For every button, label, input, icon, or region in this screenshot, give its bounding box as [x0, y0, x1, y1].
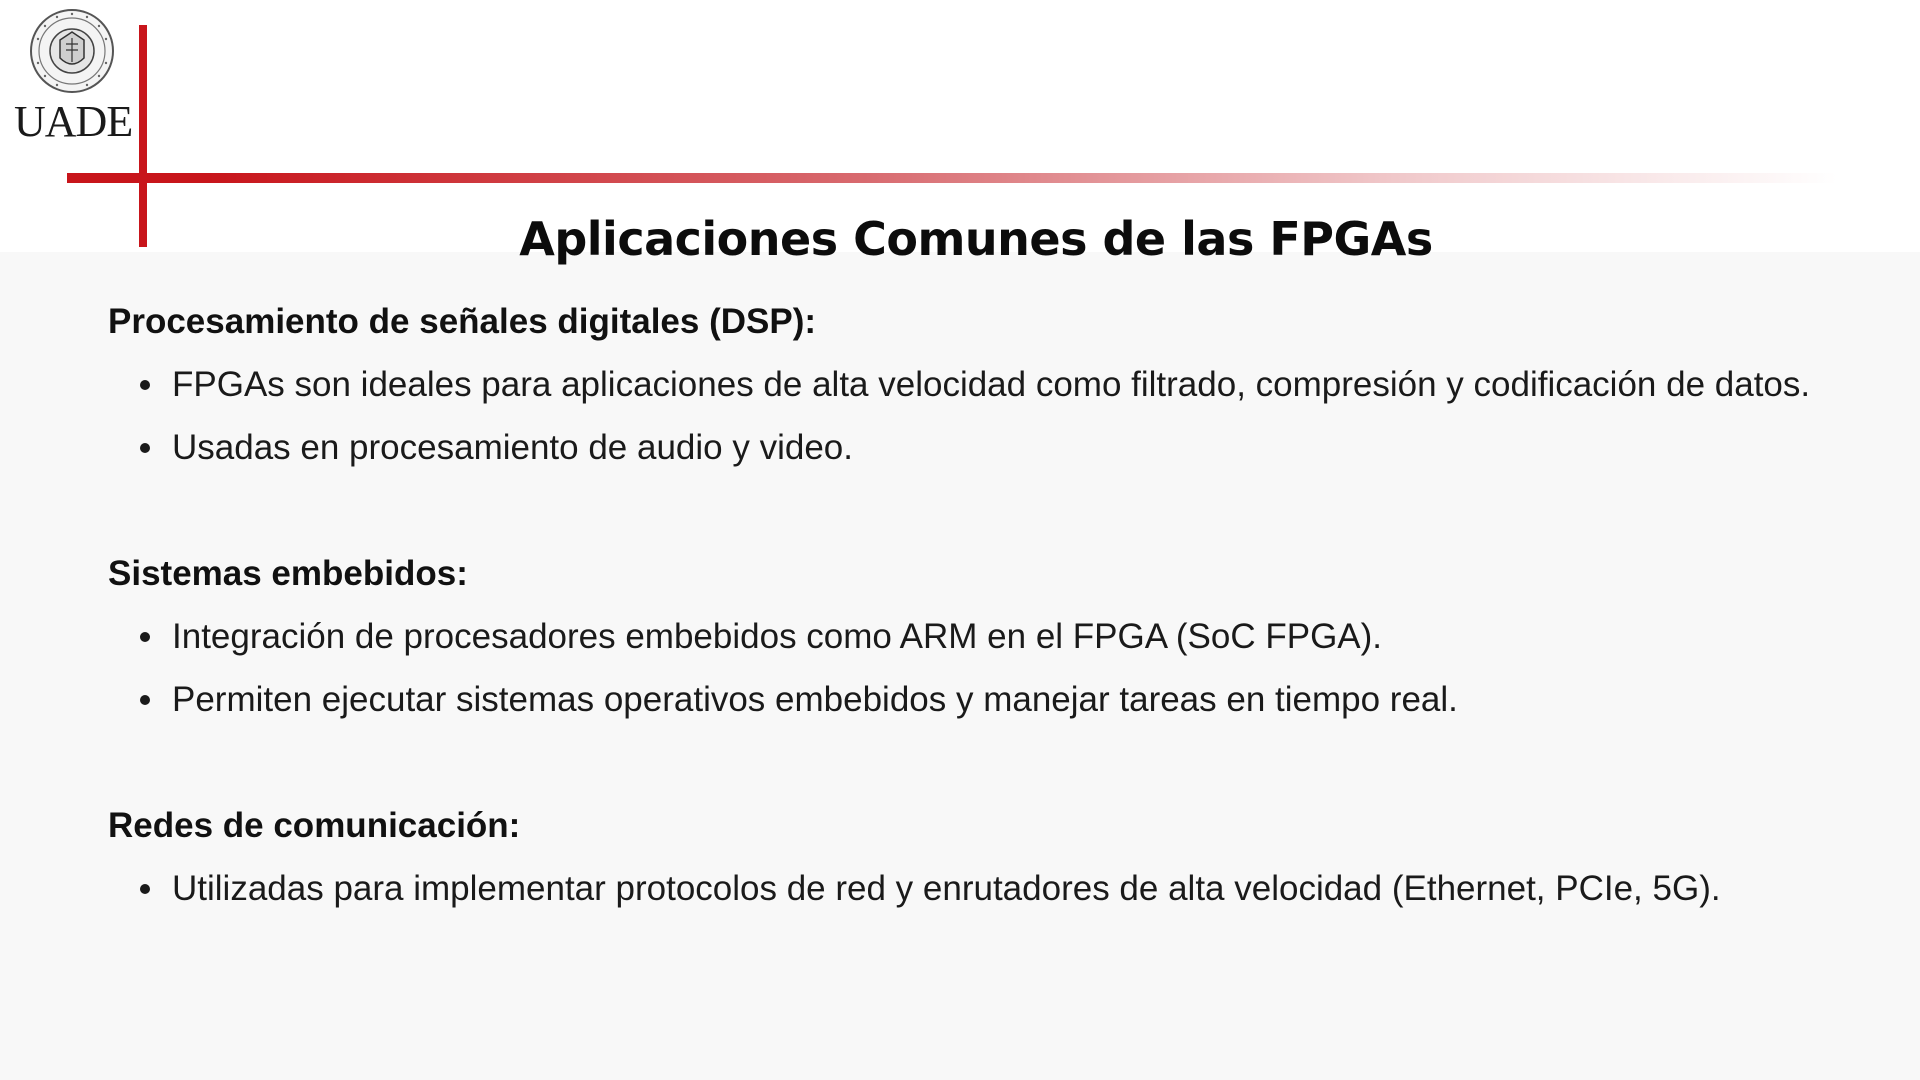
bullet-dot-icon — [140, 380, 150, 390]
slide-title: Aplicaciones Comunes de las FPGAs — [519, 212, 1433, 266]
bullet-list — [108, 353, 1838, 479]
bullet-text: Utilizadas para implementar protocolos de red y enrutadores de alta velocidad (Ethernet, PCIe, 5G). — [172, 869, 1721, 908]
section-embedded — [108, 542, 1838, 731]
bullet-dot-icon — [140, 695, 150, 705]
section-heading: Procesamiento de señales digitales (DSP): — [108, 302, 817, 341]
bullet-dot-icon — [140, 884, 150, 894]
bullet-list — [108, 857, 1838, 920]
section-heading: Redes de comunicación: — [108, 806, 521, 845]
bullet-dot-icon — [140, 632, 150, 642]
list-item — [108, 605, 1838, 668]
section-networks — [108, 794, 1838, 920]
bullet-text: Integración de procesadores embebidos como ARM en el FPGA (SoC FPGA). — [172, 617, 1383, 656]
list-item — [108, 857, 1838, 920]
bullet-text: Usadas en procesamiento de audio y video. — [172, 428, 853, 467]
bullet-dot-icon — [140, 443, 150, 453]
list-item — [108, 353, 1838, 416]
red-horizontal-rule — [67, 173, 1837, 183]
university-seal-icon — [29, 8, 115, 94]
section-heading: Sistemas embebidos: — [108, 554, 468, 593]
list-item — [108, 668, 1838, 731]
logo-wordmark: UADE — [14, 97, 133, 146]
bullet-list — [108, 605, 1838, 731]
bullet-text: Permiten ejecutar sistemas operativos embebidos y manejar tareas en tiempo real. — [172, 680, 1458, 719]
section-dsp — [108, 290, 1838, 479]
uade-logo — [14, 8, 133, 148]
bullet-text: FPGAs son ideales para aplicaciones de alta velocidad como filtrado, compresión y codificación de datos. — [172, 365, 1811, 404]
list-item — [108, 416, 1838, 479]
slide-content — [108, 290, 1838, 920]
